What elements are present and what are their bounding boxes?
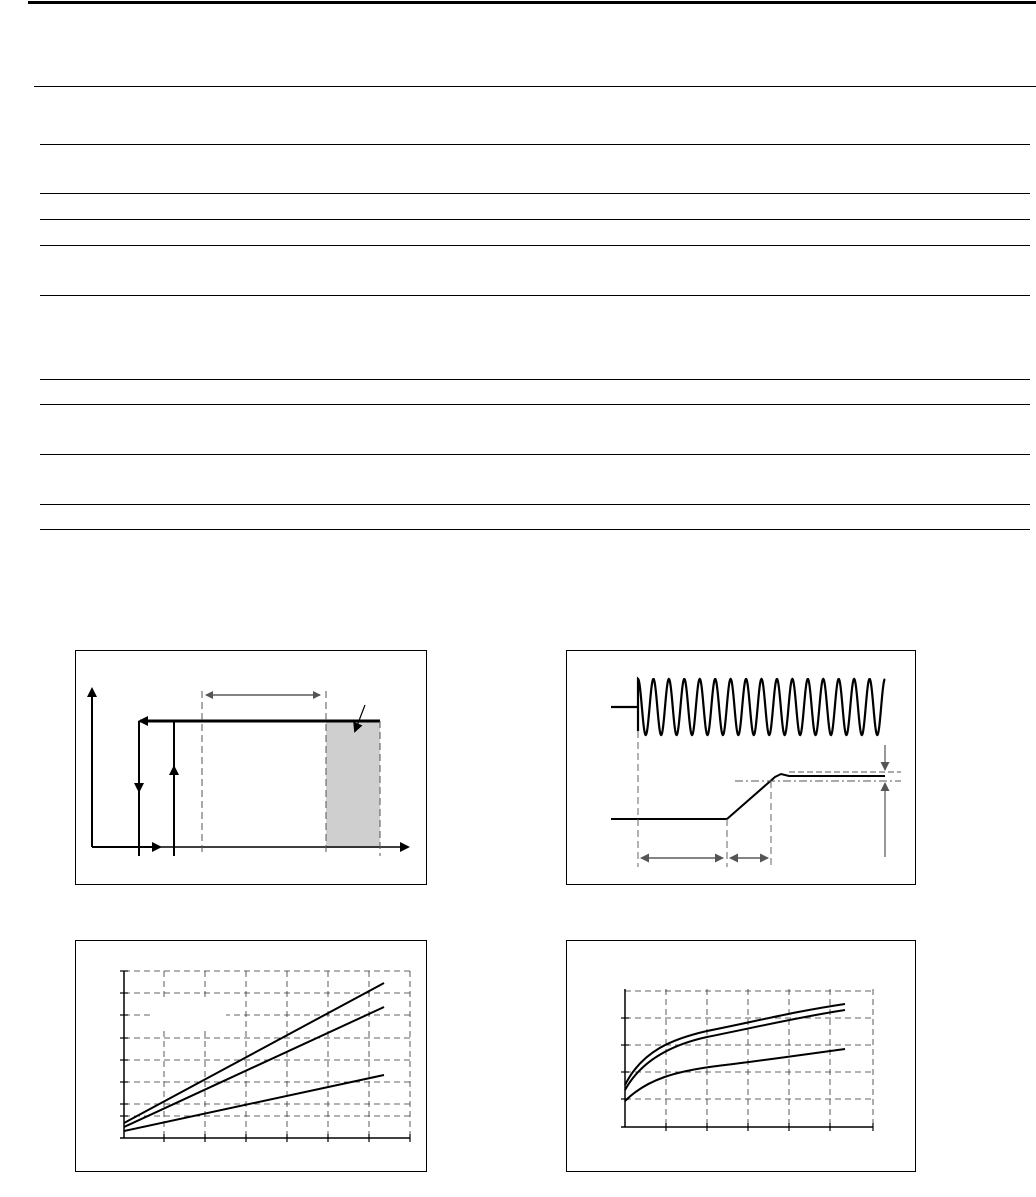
table-row-rule [40,245,1030,246]
page-top-rule [28,1,1036,4]
waveform-svg [567,651,915,884]
grid [124,971,410,1138]
saturating-characteristic-plot [566,940,916,1172]
legend-area [154,1001,226,1031]
linear-plot-svg [76,941,426,1171]
grid [625,989,873,1127]
table-header-rule [34,86,1036,87]
oscillation-signal [611,679,885,735]
saturating-plot-svg [567,941,915,1171]
linear-characteristic-plot [75,940,427,1172]
table-row-rule [40,504,1030,505]
table-row-rule [40,193,1030,194]
table-row-rule [40,379,1030,380]
oscillator-startup-waveform [566,650,916,885]
table-row-rule [40,295,1030,296]
table-row-rule [40,404,1030,405]
table-row-rule [40,144,1030,145]
table-row-rule [40,454,1030,455]
tick-marks [621,1018,873,1131]
hysteresis-svg [76,651,426,884]
hysteresis-window-diagram [75,650,427,885]
table-row-rule [40,219,1030,220]
table-bottom-rule [40,529,1030,530]
shaded-region [326,721,380,848]
